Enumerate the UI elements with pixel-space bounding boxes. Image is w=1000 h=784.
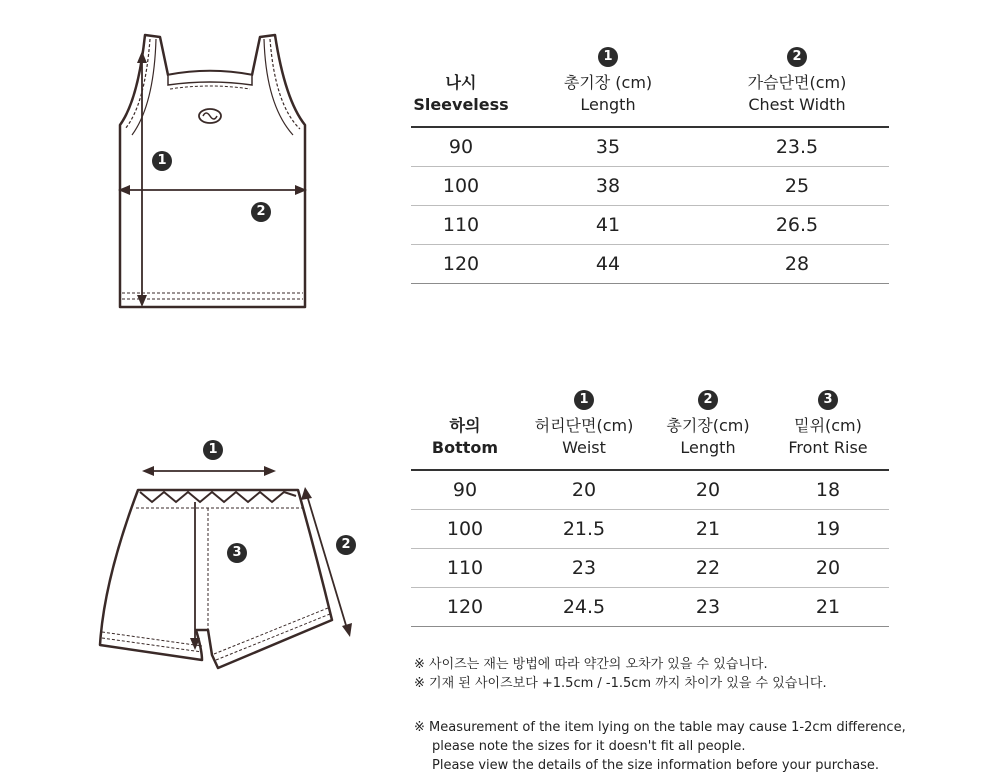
- top-header-en: Sleeveless: [413, 95, 509, 114]
- size-cell: 120: [411, 588, 519, 627]
- size-cell: 110: [411, 549, 519, 588]
- bottom-header-cell: [411, 415, 519, 470]
- value-cell: 35: [511, 127, 705, 167]
- col-length-en: Length: [580, 95, 636, 114]
- size-cell: 100: [411, 510, 519, 549]
- table-row: [411, 206, 889, 245]
- value-cell: 41: [511, 206, 705, 245]
- size-notes: [414, 655, 827, 693]
- value-cell: 24.5: [519, 588, 649, 627]
- note-en-1: ※ Measurement of the item lying on the table may cause 1-2cm difference,: [414, 720, 906, 735]
- value-cell: 21: [767, 588, 889, 627]
- col-chest-badge: 2: [787, 47, 807, 67]
- bottom-col-waist: [519, 415, 649, 470]
- value-cell: 26.5: [705, 206, 889, 245]
- value-cell: 19: [767, 510, 889, 549]
- note-ko-2: ※ 기재 된 사이즈보다 +1.5cm / -1.5cm 까지 차이가 있을 수 있습니다.: [414, 676, 827, 691]
- col-chest-ko: 가슴단면(cm): [747, 73, 847, 92]
- note-ko-1: ※ 사이즈는 재는 방법에 따라 약간의 오차가 있을 수 있습니다.: [414, 657, 768, 672]
- size-cell: 100: [411, 167, 511, 206]
- waist-arrow-icon: [142, 466, 276, 476]
- top-col-chest: [705, 72, 889, 127]
- col-rise-ko: 밑위(cm): [794, 416, 862, 435]
- size-notes-en: [414, 718, 906, 775]
- col-length-badge: 1: [598, 47, 618, 67]
- value-cell: 20: [649, 470, 767, 510]
- top-header-ko: 나시: [445, 73, 477, 92]
- table-row: [411, 127, 889, 167]
- bottom-waist-badge: 1: [203, 440, 223, 460]
- table-row: [411, 167, 889, 206]
- col-waist-en: Weist: [562, 438, 606, 457]
- shorts-diagram: [90, 440, 370, 690]
- sleeveless-top-diagram: [100, 25, 330, 315]
- value-cell: 25: [705, 167, 889, 206]
- table-row: [411, 549, 889, 588]
- value-cell: 21.5: [519, 510, 649, 549]
- col-chest-en: Chest Width: [748, 95, 846, 114]
- value-cell: 44: [511, 245, 705, 284]
- note-en-2: please note the sizes for it doesn't fit all people.: [432, 739, 746, 754]
- value-cell: 18: [767, 470, 889, 510]
- top-size-table: [411, 38, 889, 284]
- size-cell: 110: [411, 206, 511, 245]
- value-cell: 28: [705, 245, 889, 284]
- col-length-ko: 총기장(cm): [666, 416, 750, 435]
- size-cell: 90: [411, 127, 511, 167]
- col-rise-badge: 3: [818, 390, 838, 410]
- col-waist-ko: 허리단면(cm): [534, 416, 634, 435]
- bottom-size-table: [411, 381, 889, 627]
- bottom-header-en: Bottom: [431, 438, 499, 457]
- table-row: [411, 245, 889, 284]
- col-waist-badge: 1: [574, 390, 594, 410]
- value-cell: 21: [649, 510, 767, 549]
- table-row: [411, 510, 889, 549]
- col-length-ko: 총기장 (cm): [563, 73, 653, 92]
- bottom-col-length: [649, 415, 767, 470]
- col-rise-en: Front Rise: [788, 438, 868, 457]
- bottom-rise-badge: 3: [227, 543, 247, 563]
- value-cell: 22: [649, 549, 767, 588]
- logo-icon: [199, 109, 221, 123]
- top-col-length: [511, 72, 705, 127]
- table-row: [411, 470, 889, 510]
- top-header-cell: [411, 72, 511, 127]
- col-length-en: Length: [680, 438, 736, 457]
- size-cell: 90: [411, 470, 519, 510]
- value-cell: 23: [649, 588, 767, 627]
- value-cell: 23.5: [705, 127, 889, 167]
- value-cell: 38: [511, 167, 705, 206]
- table-row: [411, 588, 889, 627]
- value-cell: 20: [519, 470, 649, 510]
- bottom-header-ko: 하의: [449, 416, 481, 435]
- value-cell: 20: [767, 549, 889, 588]
- top-length-badge: 1: [152, 151, 172, 171]
- bottom-col-rise: [767, 415, 889, 470]
- bottom-length-badge: 2: [336, 535, 356, 555]
- col-length-badge: 2: [698, 390, 718, 410]
- top-chest-badge: 2: [251, 202, 271, 222]
- size-cell: 120: [411, 245, 511, 284]
- note-en-3: Please view the details of the size information before your purchase.: [432, 758, 880, 773]
- value-cell: 23: [519, 549, 649, 588]
